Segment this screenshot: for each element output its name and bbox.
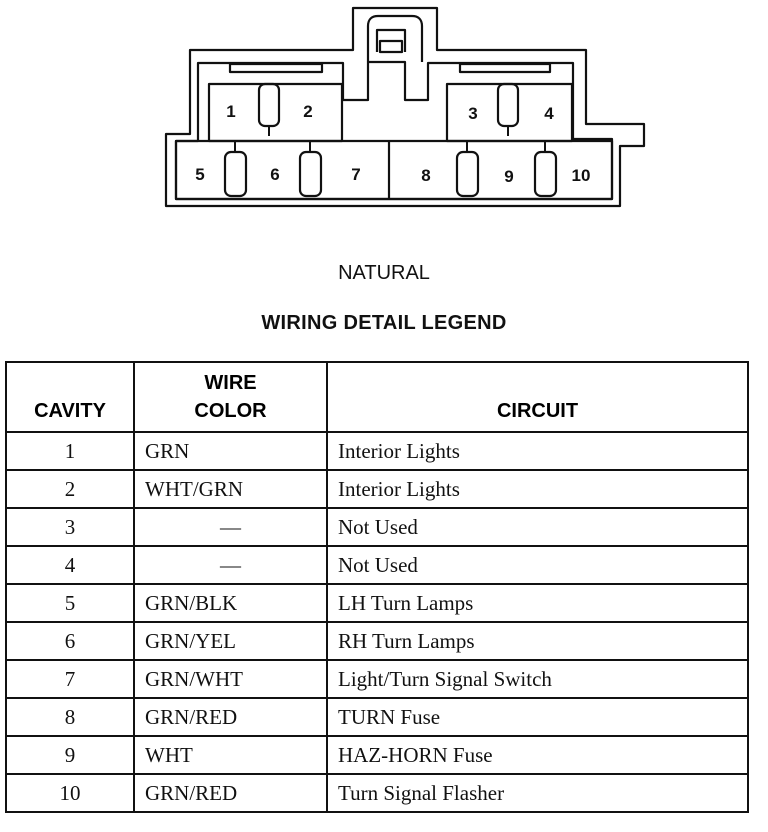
table-row xyxy=(6,584,748,622)
cell-circuit: Turn Signal Flasher xyxy=(327,774,748,812)
cavity-label-3: 3 xyxy=(468,104,478,123)
connector-diagram xyxy=(0,0,768,250)
terminal-slot xyxy=(225,152,246,196)
cell-wire-color: GRN/WHT xyxy=(134,660,327,698)
top-rail-right xyxy=(460,64,550,72)
header-cavity: CAVITY xyxy=(6,362,134,432)
cell-cavity: 1 xyxy=(6,432,134,470)
table-row xyxy=(6,698,748,736)
terminal-slot xyxy=(457,152,478,196)
table-row xyxy=(6,660,748,698)
cavity-label-1: 1 xyxy=(226,102,236,121)
terminal-slot xyxy=(259,84,279,126)
cell-circuit: Interior Lights xyxy=(327,432,748,470)
cell-circuit: Not Used xyxy=(327,546,748,584)
cell-cavity: 10 xyxy=(6,774,134,812)
cell-cavity: 5 xyxy=(6,584,134,622)
cavity-label-2: 2 xyxy=(303,102,313,121)
cell-cavity: 4 xyxy=(6,546,134,584)
legend-title: WIRING DETAIL LEGEND xyxy=(261,312,507,334)
cell-wire-color: WHT xyxy=(134,736,327,774)
cell-cavity: 9 xyxy=(6,736,134,774)
cavity-label-8: 8 xyxy=(421,166,431,185)
cell-circuit: Not Used xyxy=(327,508,748,546)
cell-cavity: 2 xyxy=(6,470,134,508)
cell-circuit: LH Turn Lamps xyxy=(327,584,748,622)
header-circuit: CIRCUIT xyxy=(327,362,748,432)
table-row xyxy=(6,546,748,584)
cell-circuit: HAZ-HORN Fuse xyxy=(327,736,748,774)
table-row xyxy=(6,470,748,508)
table-row xyxy=(6,774,748,812)
table-row xyxy=(6,432,748,470)
cell-cavity: 3 xyxy=(6,508,134,546)
cell-wire-color: — xyxy=(134,508,327,546)
cell-wire-color: — xyxy=(134,546,327,584)
cavity-label-9: 9 xyxy=(504,167,514,186)
cavity-label-7: 7 xyxy=(351,165,361,184)
cell-wire-color: GRN/RED xyxy=(134,774,327,812)
header-wire-color xyxy=(134,362,327,432)
cell-circuit: RH Turn Lamps xyxy=(327,622,748,660)
cavity-label-5: 5 xyxy=(195,165,205,184)
cell-cavity: 8 xyxy=(6,698,134,736)
header-wire-line2: COLOR xyxy=(194,400,267,422)
cell-circuit: TURN Fuse xyxy=(327,698,748,736)
cell-circuit: Light/Turn Signal Switch xyxy=(327,660,748,698)
terminal-slot xyxy=(535,152,556,196)
table-row xyxy=(6,736,748,774)
cavity-label-10: 10 xyxy=(571,166,591,185)
cell-cavity: 6 xyxy=(6,622,134,660)
cell-wire-color: GRN/YEL xyxy=(134,622,327,660)
connector-view-label: NATURAL xyxy=(338,262,430,284)
cell-wire-color: WHT/GRN xyxy=(134,470,327,508)
cell-circuit: Interior Lights xyxy=(327,470,748,508)
terminal-slot xyxy=(498,84,518,126)
cavity-label-6: 6 xyxy=(270,165,280,184)
cell-wire-color: GRN/RED xyxy=(134,698,327,736)
table-header-row xyxy=(6,362,748,432)
table-row xyxy=(6,622,748,660)
cell-wire-color: GRN xyxy=(134,432,327,470)
header-wire-line1: WIRE xyxy=(204,372,257,394)
wiring-legend-table xyxy=(5,361,749,813)
top-rail-left xyxy=(230,64,322,72)
connector-inner-outline xyxy=(176,62,612,199)
cavity-label-4: 4 xyxy=(544,104,554,123)
cell-cavity: 7 xyxy=(6,660,134,698)
cell-wire-color: GRN/BLK xyxy=(134,584,327,622)
lower-row xyxy=(176,141,612,199)
table-row xyxy=(6,508,748,546)
terminal-slot xyxy=(300,152,321,196)
